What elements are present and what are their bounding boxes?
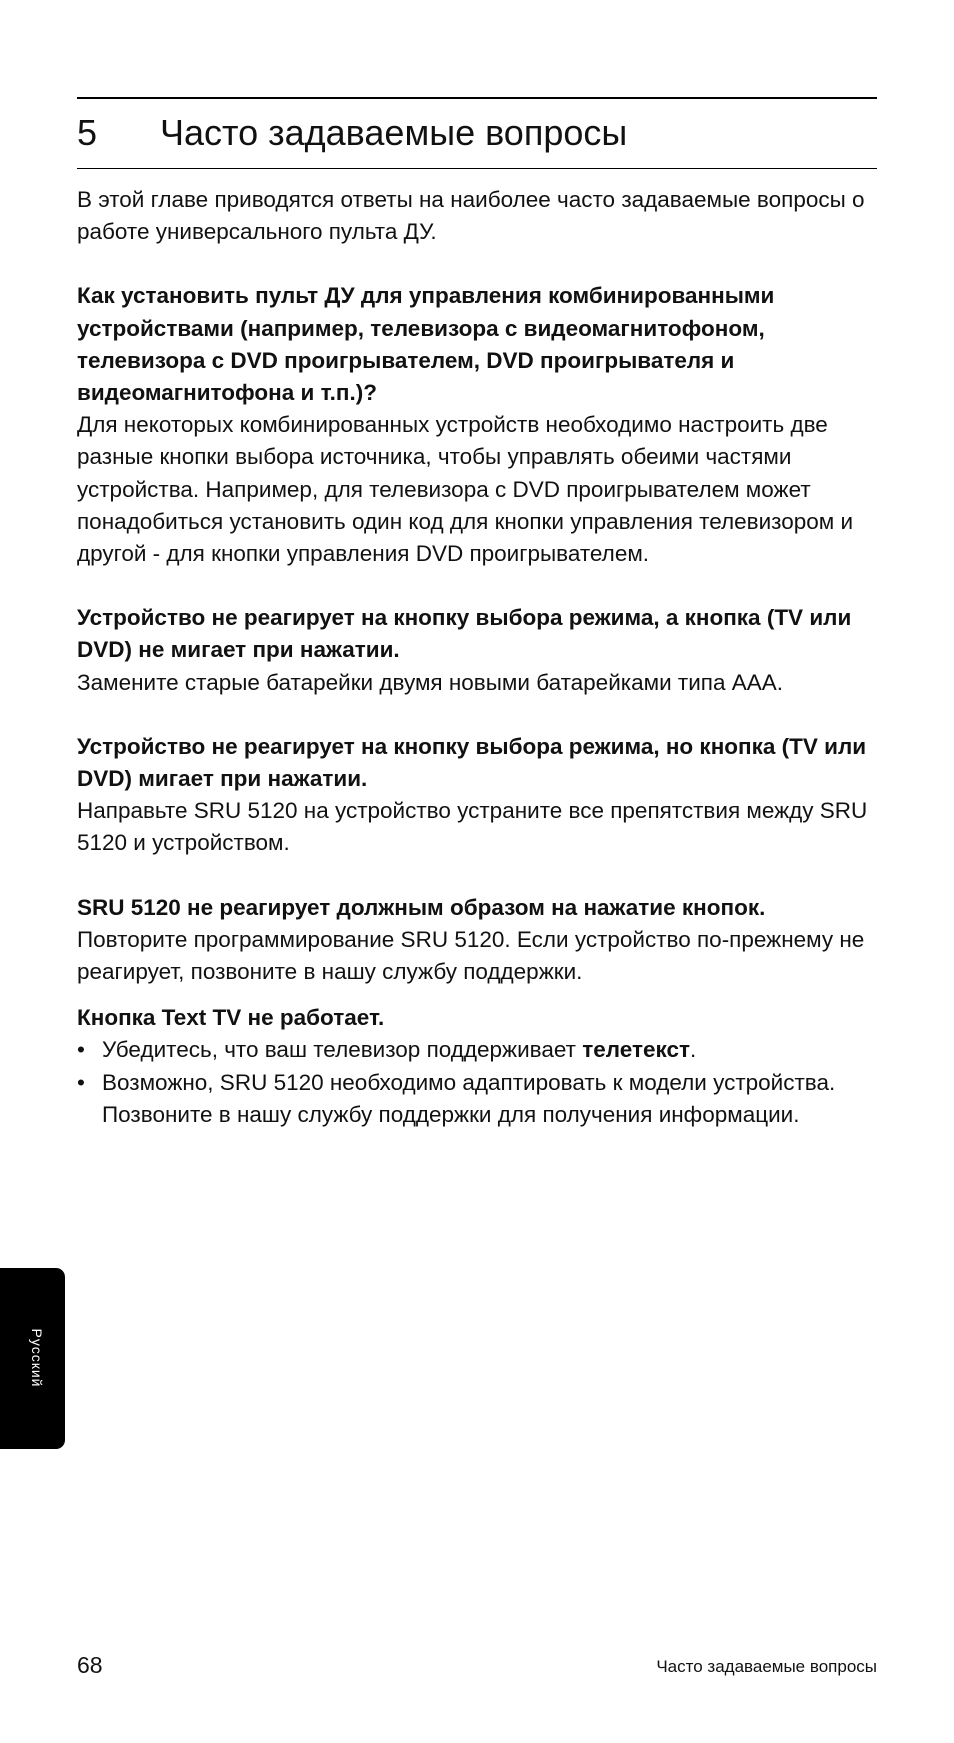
faq-answer: Для некоторых комбинированных устройств необходимо настроить две разные кнопки выбора источника, чтобы управлять обеими частями устройства. Например, для телевизора с DVD проигрывателем может понадобиться установить один код для кнопки управления телевизором и другой - для кнопки управления DVD проигрывателем.: [77, 412, 854, 567]
faq-bullet-list: [77, 1034, 879, 1131]
faq-question: Устройство не реагирует на кнопку выбора режима, а кнопка (TV или DVD) не мигает при нажатии.: [77, 605, 852, 663]
faq-item-combined-devices: [77, 280, 879, 570]
faq-item-buttons-not-responding: [77, 892, 879, 989]
running-footer-title: Часто задаваемые вопросы: [656, 1657, 877, 1676]
faq-question: Как установить пульт ДУ для управления комбинированными устройствами (например, телевизора с видеомагнитофоном, телевизора с DVD проигрывателем, DVD проигрывателя и видеомагнитофона и т.п.)?: [77, 283, 775, 406]
header-rule-top: [77, 97, 877, 99]
faq-question: Устройство не реагирует на кнопку выбора режима, но кнопка (TV или DVD) мигает при нажатии.: [77, 733, 867, 792]
chapter-title: Часто задаваемые вопросы: [160, 112, 628, 153]
chapter-number: 5: [77, 112, 98, 153]
bullet-marker: •: [77, 1037, 85, 1063]
list-item: • Возможно, SRU 5120 необходимо адаптировать к модели устройства. Позвоните в нашу службу поддержки для получения информации.: [77, 1067, 879, 1131]
faq-content: [77, 184, 879, 1163]
page-number: 68: [77, 1652, 103, 1678]
list-item: • Убедитесь, что ваш телевизор поддерживает телетекст.: [77, 1034, 879, 1066]
emphasis-text: телетекст: [582, 1037, 690, 1063]
chapter-heading: [77, 108, 877, 158]
faq-answer: Замените старые батарейки двумя новыми батарейками типа AAA.: [77, 669, 784, 695]
faq-item-text-tv: [77, 1002, 879, 1131]
faq-item-mode-no-blink: [77, 602, 879, 699]
language-label: Русский: [29, 1328, 45, 1388]
faq-question: SRU 5120 не реагирует должным образом на нажатие кнопок.: [77, 894, 766, 920]
faq-answer: Повторите программирование SRU 5120. Если устройство по-прежнему не реагирует, позвоните в нашу службу поддержки.: [77, 926, 865, 985]
language-side-tab: [0, 1268, 65, 1449]
faq-answer: Направьте SRU 5120 на устройство устраните все препятствия между SRU 5120 и устройством.: [77, 798, 868, 856]
bullet-marker: •: [77, 1069, 85, 1095]
header-rule-bottom: [77, 168, 877, 169]
faq-question: Кнопка Text TV не работает.: [77, 1005, 385, 1031]
intro-paragraph: В этой главе приводятся ответы на наиболее часто задаваемые вопросы о работе универсального пульта ДУ.: [77, 187, 865, 245]
faq-item-mode-blinks: [77, 731, 879, 860]
